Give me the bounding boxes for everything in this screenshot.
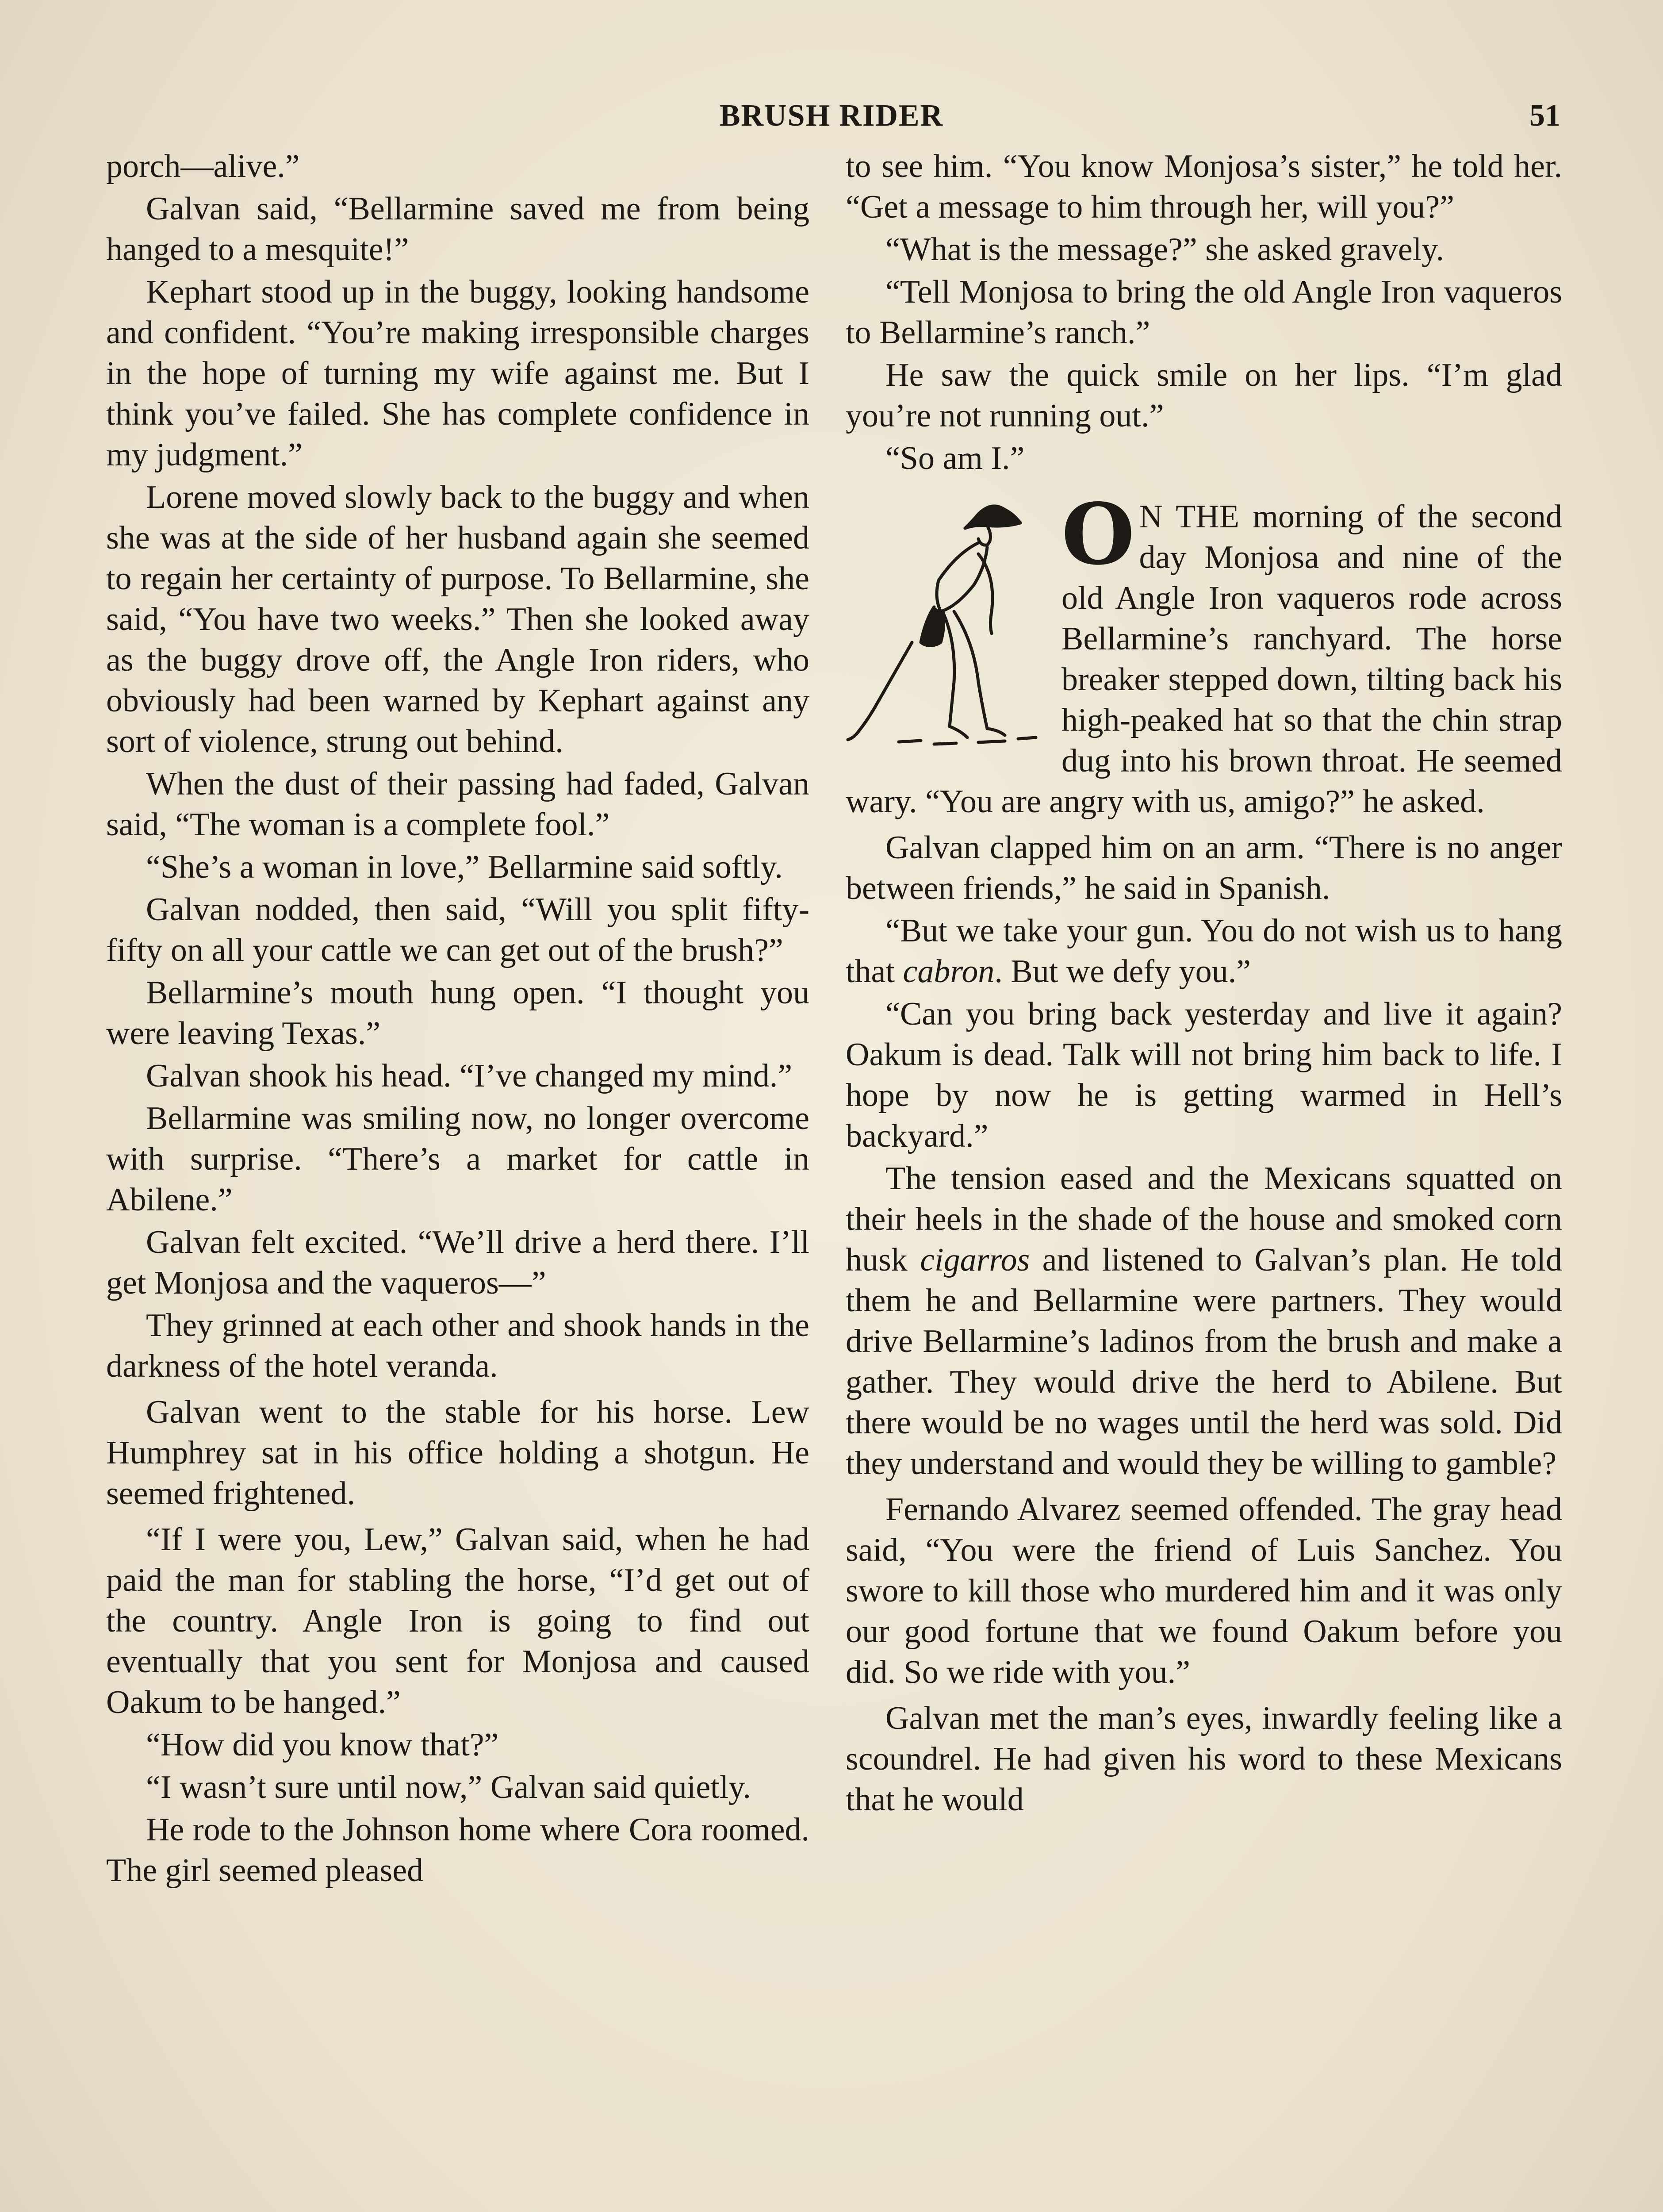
paragraph: When the dust of their passing had faded, Galvan said, “The woman is a complete fool.” [106,766,809,843]
paragraph: “What is the message?” she asked gravely. [885,231,1444,268]
paragraph: Galvan felt excited. “We’ll drive a herd there. I’ll get Monjosa and the vaqueros—” [106,1224,809,1301]
page-number: 51 [1529,99,1560,133]
paragraph-text: and listened to Galvan’s plan. He told them he and Bellarmine were partners. They would drive Bellarmine’s ladinos from the brush and make a gather. They would drive the herd to Abilene. But there would be no wages until the herd was sold. Did they understand and would they be willing to gamble? [846,1242,1562,1482]
right-column-bottom-text [846,827,1562,1820]
italic-word: cigarros [920,1242,1030,1278]
paragraph: “How did you know that?” [146,1727,499,1763]
paragraph: Kephart stood up in the buggy, looking handsome and confident. “You’re making irresponsible charges in the hope of turning my wife against me. But I think you’ve failed. She has complete confidence in my judgment.” [106,274,809,473]
paragraph: to see him. “You know Monjosa’s sister,” he told her. “Get a message to him through her, will you?” [846,148,1562,225]
paragraph: Lorene moved slowly back to the buggy and when she was at the side of her husband again she seemed to regain her certainty of purpose. To Bellarmine, she said, “You have two weeks.” Then she looked away as the buggy drove off, the Angle Iron riders, who obviously had been warned by Kephart against any sort of violence, strung out behind. [106,479,809,760]
paragraph: Galvan met the man’s eyes, inwardly feeling like a scoundrel. He had given his word to these Mexicans that he would [846,1700,1562,1818]
paragraph: “Can you bring back yesterday and live it again? Oakum is dead. Talk will not bring him back to life. I hope by now he is getting warmed in Hell’s backyard.” [846,996,1562,1154]
left-text-column [106,146,809,1893]
paragraph [846,1158,1562,1484]
paragraph: “She’s a woman in love,” Bellarmine said softly. [146,849,783,885]
paragraph-text: The tension eased and the Mexicans squatted on their heels in the shade of the house and smoked corn husk [846,1160,1562,1278]
paragraph: Galvan nodded, then said, “Will you split fifty-fifty on all your cattle we can get out of the brush?” [106,891,809,968]
paragraph: Galvan said, “Bellarmine saved me from being hanged to a mesquite!” [106,191,809,268]
drop-cap: O [1061,485,1135,584]
running-header: BRUSH RIDER [719,99,944,133]
paragraph: porch—alive.” [106,148,300,184]
paragraph: Bellarmine was smiling now, no longer overcome with surprise. “There’s a market for cattle in Abilene.” [106,1100,809,1218]
right-column-top-text [846,146,1562,479]
paragraph: Galvan shook his head. “I’ve changed my mind.” [146,1058,793,1094]
paragraph: Galvan clapped him on an arm. “There is no anger between friends,” he said in Spanish. [846,830,1562,906]
cowboy-figure-illustration [846,496,1054,762]
paragraph [846,910,1562,992]
right-text-column [846,146,1562,1822]
paragraph: Galvan went to the stable for his horse. Lew Humphrey sat in his office holding a shotgun. He seemed frightened. [106,1394,809,1512]
paragraph-text: . But we defy you.” [994,953,1251,990]
paragraph: He saw the quick smile on her lips. “I’m glad you’re not running out.” [846,357,1562,434]
cowboy-figure-icon [846,496,1054,762]
section-break [846,485,1562,822]
paragraph: “I wasn’t sure until now,” Galvan said quietly. [146,1769,751,1805]
paragraph: They grinned at each other and shook hands in the darkness of the hotel veranda. [106,1307,809,1384]
italic-word: cabron [903,953,995,990]
paragraph: He rode to the Johnson home where Cora roomed. The girl seemed pleased [106,1812,809,1889]
paragraph: “Tell Monjosa to bring the old Angle Iron vaqueros to Bellarmine’s ranch.” [846,274,1562,351]
paragraph: “If I were you, Lew,” Galvan said, when he had paid the man for stabling the horse, “I’d get out of the country. Angle Iron is going to find out eventually that you sent for Monjosa and caused Oakum to be hanged.” [106,1521,809,1720]
lead-text: N THE morning of the second day Monjosa and nine of the old Angle Iron vaqueros rode across Bellarmine’s ranchyard. The horse breaker stepped down, tilting back his high-peaked hat so that the chin strap dug into his brown throat. He seemed wary. “You are angry with us, amigo?” he asked. [846,499,1562,820]
paragraph-text: “But we take your gun. You do not wish us to hang that [846,913,1562,990]
paragraph: Fernando Alvarez seemed offended. The gray head said, “You were the friend of Luis Sanchez. You swore to kill those who murdered him and it was only our good fortune that we found Oakum before you did. So we ride with you.” [846,1491,1562,1690]
paragraph: Bellarmine’s mouth hung open. “I thought you were leaving Texas.” [106,975,809,1052]
paragraph: “So am I.” [885,440,1025,476]
